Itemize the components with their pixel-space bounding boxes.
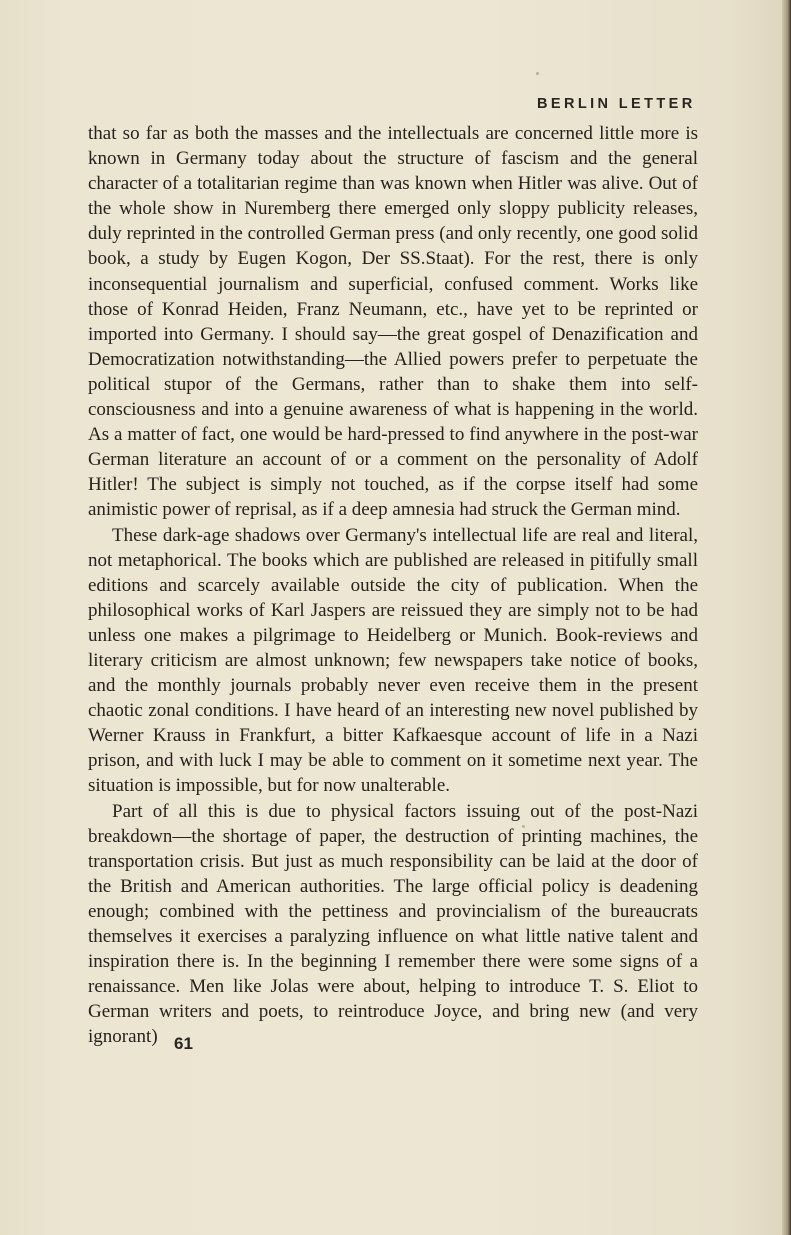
- body-text: [88, 121, 698, 1049]
- paper-speck: [536, 72, 539, 75]
- paragraph-2: These dark-age shadows over Germany's intellectual life are real and literal, not metaphorical. The books which are published are released in pitifully small editions and scarcely available outside the city of publication. When the philosophical works of Karl Jaspers are reissued they are simply not to be had unless one makes a pilgrimage to Heidelberg or Munich. Book-reviews and literary criticism are almost unknown; few newspapers take notice of books, and the monthly journals probably never even receive them in the present chaotic zonal conditions. I have heard of an interesting new novel published by Werner Krauss in Frankfurt, a bitter Kafkaesque account of life in a Nazi prison, and with luck I may be able to comment on it sometime next year. The situation is impossible, but for now unalterable.: [88, 524, 698, 797]
- page-edge-shadow: [782, 0, 791, 1235]
- running-head: BERLIN LETTER: [537, 96, 696, 112]
- page-number: 61: [174, 1034, 193, 1053]
- paragraph-3: Part of all this is due to physical factors issuing out of the post-Nazi breakdown—the shortage of paper, the destruction of printing machines, the transportation crisis. But just as much responsibility can be laid at the door of the British and American authorities. The large official policy is deadening enough; combined with the pettiness and provincialism of the bureaucrats themselves it exercises a paralyzing influence on what little native talent and inspiration there is. In the beginning I remember there were some signs of a renaissance. Men like Jolas were about, helping to introduce T. S. Eliot to German writers and poets, to reintroduce Joyce, and bring new (and very ignorant): [88, 800, 698, 1048]
- paragraph-1: that so far as both the masses and the intellectuals are concerned little more is known in Germany today about the structure of fascism and the general character of a totalitarian regime than was known when Hitler was alive. Out of the whole show in Nuremberg there emerged only sloppy publicity releases, duly reprinted in the controlled German press (and only recently, one good solid book, a study by Eugen Kogon, Der SS.Staat). For the rest, there is only inconsequential journalism and superficial, confused comment. Works like those of Konrad Heiden, Franz Neumann, etc., have yet to be reprinted or imported into Germany. I should say—the great gospel of Denazification and Democratization notwithstanding—the Allied powers prefer to perpetuate the political stupor of the Germans, rather than to shake them into self-consciousness and into a genuine awareness of what is happening in the world. As a matter of fact, one would be hard-pressed to find anywhere in the post-war German literature an account of or a comment on the personality of Adolf Hitler! The subject is simply not touched, as if the corpse itself had some animistic power of reprisal, as if a deep amnesia had struck the German mind.: [88, 123, 698, 521]
